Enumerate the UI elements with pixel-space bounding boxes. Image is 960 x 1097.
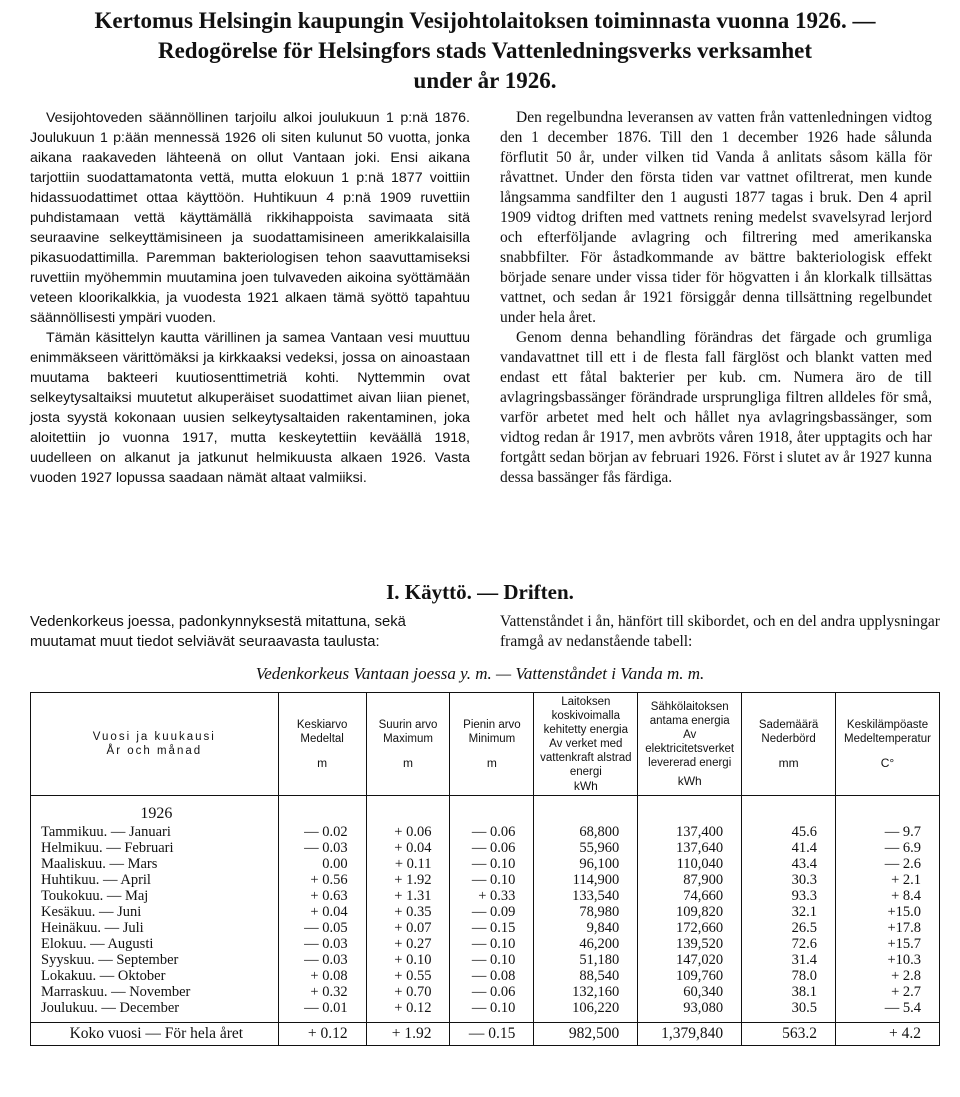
header-temperature [836,693,940,796]
header-mean-sv: Medeltal [300,733,344,745]
header-water-energy [534,693,638,796]
header-water-energy-sv: Av verket med vattenkraft alstrad energi [540,738,632,778]
cell-rain: 41.4 [742,840,836,856]
table-row [31,856,940,872]
cell-water-kwh: 46,200 [534,936,638,952]
header-rainfall-sv: Nederbörd [761,733,816,745]
header-rainfall [742,693,836,796]
cell-period: Tammikuu. — Januari [31,824,279,840]
cell-elec-kwh: 93,080 [638,1000,742,1023]
table-body [31,796,940,1023]
total-rain: 563.2 [742,1023,836,1046]
cell-mean: — 0.05 [278,920,366,936]
cell-elec-kwh: 137,640 [638,840,742,856]
total-water-kwh: 982,500 [534,1023,638,1046]
cell-max: + 1.31 [366,888,450,904]
cell-water-kwh: 78,980 [534,904,638,920]
cell-rain: 93.3 [742,888,836,904]
header-min-fi: Pienin arvo [463,719,521,731]
table-row [31,824,940,840]
cell-elec-kwh: 110,040 [638,856,742,872]
cell-min: — 0.15 [450,920,534,936]
cell-max: + 0.55 [366,968,450,984]
cell-temp: +15.7 [836,936,940,952]
swedish-paragraph-2: Genom denna behandling förändras det färgade och grumliga vandavattnet till ett i de flesta fall färglöst och blankt vatten med endast ett fåtal bakterier per kub. cm. Numera äro de till avlagringsbassänger förändrade ursprungliga filtren alldeles för små, varför arbetet med helt och hållet nya avlagringsbassänger, som vidtog redan år 1917, men avbröts våren 1918, åter upptagits och har fortgått sedan början av februari 1926. Först i slutet av år 1927 kunna dessa bassänger fås färdiga. [500,329,932,486]
header-min-sv: Minimum [468,733,516,745]
cell-temp: — 9.7 [836,824,940,840]
cell-water-kwh: 133,540 [534,888,638,904]
cell-elec-kwh: 60,340 [638,984,742,1000]
cell-elec-kwh: 172,660 [638,920,742,936]
cell-elec-kwh: 109,760 [638,968,742,984]
header-period [31,693,279,796]
cell-min: — 0.06 [450,824,534,840]
cell-period: Elokuu. — Augusti [31,936,279,952]
total-min: — 0.15 [450,1023,534,1046]
header-electric-energy-unit: kWh [677,774,702,788]
total-max: + 1.92 [366,1023,450,1046]
document-title-line-1: Kertomus Helsingin kaupungin Vesijohtolaitoksen toiminnasta vuonna 1926. — [94,8,876,33]
header-period-fi: Vuosi ja kuukausi [92,731,216,743]
total-elec-kwh: 1,379,840 [638,1023,742,1046]
cell-temp: + 2.7 [836,984,940,1000]
cell-min: — 0.09 [450,904,534,920]
swedish-column [500,108,932,488]
cell-mean: — 0.03 [278,952,366,968]
cell-max: + 0.35 [366,904,450,920]
header-max-unit: m [403,756,414,770]
cell-min: — 0.10 [450,1000,534,1023]
table-intro-finnish: Vedenkorkeus joessa, padonkynnyksestä mitattuna, sekä muutamat muut tiedot selviävät seuraavasta taulusta: [30,614,406,650]
table-row [31,952,940,968]
section-heading: I. Käyttö. — Driften. [386,580,574,604]
header-mean [278,693,366,796]
cell-rain: 30.3 [742,872,836,888]
cell-max: + 0.12 [366,1000,450,1023]
cell-water-kwh: 68,800 [534,824,638,840]
table-intro-swedish: Vattenståndet i ån, hänfört till skibordet, och en del andra upplysningar framgå av nedanstående tabell: [500,613,940,650]
cell-water-kwh: 114,900 [534,872,638,888]
cell-elec-kwh: 74,660 [638,888,742,904]
cell-rain: 78.0 [742,968,836,984]
total-mean: + 0.12 [278,1023,366,1046]
header-electric-energy-fi: Sähkölaitoksen antama energia [649,701,730,727]
cell-water-kwh: 55,960 [534,840,638,856]
cell-max: + 0.04 [366,840,450,856]
header-mean-fi: Keskiarvo [296,719,348,731]
cell-temp: +15.0 [836,904,940,920]
cell-mean: + 0.08 [278,968,366,984]
year-label: 1926 [31,796,279,825]
header-mean-unit: m [317,756,328,770]
finnish-column [30,108,470,488]
document-title-line-3: under år 1926. [413,68,557,93]
document-title-line-2: Redogörelse för Helsingfors stads Vattenledningsverks verksamhet [157,38,812,63]
cell-temp: +10.3 [836,952,940,968]
table-row [31,840,940,856]
swedish-paragraph-1: Den regelbundna leveransen av vatten från vattenledningen vidtog den 1 december 1876. Till den 1 december 1926 hade sålunda förflutit 50 år, under vilken tid Vanda å anlitats såsom källa för råvattnet. Under den första tiden var vattnet ofiltrerat, men kunde långsamma sandfilter den 1 augusti 1877 tagas i bruk. Den 4 april 1909 vidtog driften med vattnets rening medelst svavelsyrad lerjord och efterföljande avlagring och filtrering med amerikanska snabbfilter. För åstadkommande av bättre bakteriologisk effekt började senare under vissa tider för högvatten i ån klorkalk tillsättas vattnet, och sedan år 1921 försiggår denna tillsättning regelbundet under hela året. [500,109,932,326]
table-row [31,920,940,936]
header-rainfall-unit: mm [778,756,799,770]
table-row [31,1000,940,1023]
table-row [31,968,940,984]
cell-elec-kwh: 109,820 [638,904,742,920]
total-row [31,1023,940,1046]
cell-min: — 0.10 [450,952,534,968]
cell-water-kwh: 9,840 [534,920,638,936]
cell-min: — 0.10 [450,936,534,952]
cell-temp: — 2.6 [836,856,940,872]
cell-max: + 0.11 [366,856,450,872]
cell-rain: 32.1 [742,904,836,920]
cell-min: — 0.06 [450,840,534,856]
cell-min: — 0.10 [450,856,534,872]
header-temperature-sv: Medeltemperatur [844,733,931,745]
total-temp: + 4.2 [836,1023,940,1046]
table-header-row [31,693,940,796]
cell-elec-kwh: 137,400 [638,824,742,840]
cell-mean: + 0.56 [278,872,366,888]
header-electric-energy [638,693,742,796]
cell-temp: + 2.1 [836,872,940,888]
finnish-paragraph-2: Tämän käsittelyn kautta värillinen ja samea Vantaan vesi muuttuu enimmäkseen värittömäksi ja kirkkaaksi vedeksi, jossa on ainoastaan muutama bakteeri kuutiosenttimetriä kohti. Nyttemmin ovat selkeytysaltaiksi muutetut alkuperäiset suodattimet aivan liian pienet, josta syystä kokonaan uusien selkeytysaltaiden rakentaminen, joka aloitettiin jo vuonna 1917, mutta keskeytettiin keväällä 1918, uudelleen on alkanut ja jatkunut helmikuusta alkaen 1926. Vasta vuoden 1927 lopussa saadaan nämät altaat valmiiksi. [30,330,470,486]
table-row [31,936,940,952]
header-max-sv: Maximum [383,733,433,745]
cell-max: + 0.70 [366,984,450,1000]
header-rainfall-fi: Sademäärä [758,719,819,731]
cell-rain: 72.6 [742,936,836,952]
cell-period: Helmikuu. — Februari [31,840,279,856]
cell-max: + 0.07 [366,920,450,936]
header-period-sv: År och månad [106,745,203,757]
header-max [366,693,450,796]
table-row [31,888,940,904]
cell-rain: 38.1 [742,984,836,1000]
cell-mean: — 0.03 [278,936,366,952]
cell-water-kwh: 96,100 [534,856,638,872]
cell-elec-kwh: 139,520 [638,936,742,952]
cell-period: Joulukuu. — December [31,1000,279,1023]
cell-max: + 0.10 [366,952,450,968]
cell-rain: 45.6 [742,824,836,840]
cell-temp: + 2.8 [836,968,940,984]
finnish-paragraph-1: Vesijohtoveden säännöllinen tarjoilu alkoi joulukuun 1 p:nä 1876. Joulukuun 1 p:ään mennessä 1926 oli siten kulunut 50 vuotta, jonka aikana raakaveden lähteenä on ollut Vantaan joki. Ensi aikana tarjottiin suodattamatonta vettä, mutta elokuun 1 p:nä 1877 voittiin hidassuodattimet ottaa käyttöön. Huhtikuun 4 p:nä 1909 ruvettiin puhdistamaan vettä käyttämällä rikkihappoista savimaata sitä seuraavine selkeyttämisineen ja suodattamisineen amerikkalaisilla pikasuodattimilla. Paremman bakteriologisen tehon saavuttamiseksi ruvettiin myöhemmin muutamina joen tulvaveden aikoina syöttämään veteen kloorikalkkia, ja vuodesta 1921 alkaen tämä syöttö tapahtuu säännöllisesti ympäri vuoden. [30,110,470,326]
cell-water-kwh: 51,180 [534,952,638,968]
cell-period: Maaliskuu. — Mars [31,856,279,872]
cell-mean: — 0.03 [278,840,366,856]
table-row [31,984,940,1000]
cell-mean: + 0.32 [278,984,366,1000]
header-water-energy-unit: kWh [573,779,598,793]
cell-rain: 31.4 [742,952,836,968]
header-min-unit: m [486,756,497,770]
cell-rain: 26.5 [742,920,836,936]
cell-period: Lokakuu. — Oktober [31,968,279,984]
cell-period: Kesäkuu. — Juni [31,904,279,920]
cell-min: — 0.10 [450,872,534,888]
cell-period: Syyskuu. — September [31,952,279,968]
header-temperature-fi: Keskilämpöaste [846,719,929,731]
cell-temp: +17.8 [836,920,940,936]
cell-period: Huhtikuu. — April [31,872,279,888]
cell-elec-kwh: 147,020 [638,952,742,968]
header-min [450,693,534,796]
cell-mean: 0.00 [278,856,366,872]
cell-period: Toukokuu. — Maj [31,888,279,904]
cell-mean: + 0.63 [278,888,366,904]
cell-rain: 43.4 [742,856,836,872]
cell-water-kwh: 88,540 [534,968,638,984]
header-temperature-unit: C° [880,756,895,770]
cell-temp: — 6.9 [836,840,940,856]
cell-elec-kwh: 87,900 [638,872,742,888]
cell-temp: + 8.4 [836,888,940,904]
year-row [31,796,940,825]
cell-temp: — 5.4 [836,1000,940,1023]
cell-min: — 0.06 [450,984,534,1000]
table-row [31,872,940,888]
table-row [31,904,940,920]
header-electric-energy-sv: Av elektricitetsverket levererad energi [645,729,735,769]
cell-mean: — 0.01 [278,1000,366,1023]
cell-period: Marraskuu. — November [31,984,279,1000]
cell-min: + 0.33 [450,888,534,904]
header-water-energy-fi: Laitoksen koskivoimalla kehitetty energia [543,696,628,736]
cell-max: + 0.27 [366,936,450,952]
cell-water-kwh: 132,160 [534,984,638,1000]
table-caption: Vedenkorkeus Vantaan joessa y. m. — Vattenståndet i Vanda m. m. [255,664,705,683]
cell-mean: — 0.02 [278,824,366,840]
cell-rain: 30.5 [742,1000,836,1023]
cell-max: + 0.06 [366,824,450,840]
header-max-fi: Suurin arvo [378,719,438,731]
cell-min: — 0.08 [450,968,534,984]
cell-mean: + 0.04 [278,904,366,920]
total-period: Koko vuosi — För hela året [31,1023,279,1046]
cell-water-kwh: 106,220 [534,1000,638,1023]
water-level-table [30,692,940,1046]
cell-period: Heinäkuu. — Juli [31,920,279,936]
cell-max: + 1.92 [366,872,450,888]
